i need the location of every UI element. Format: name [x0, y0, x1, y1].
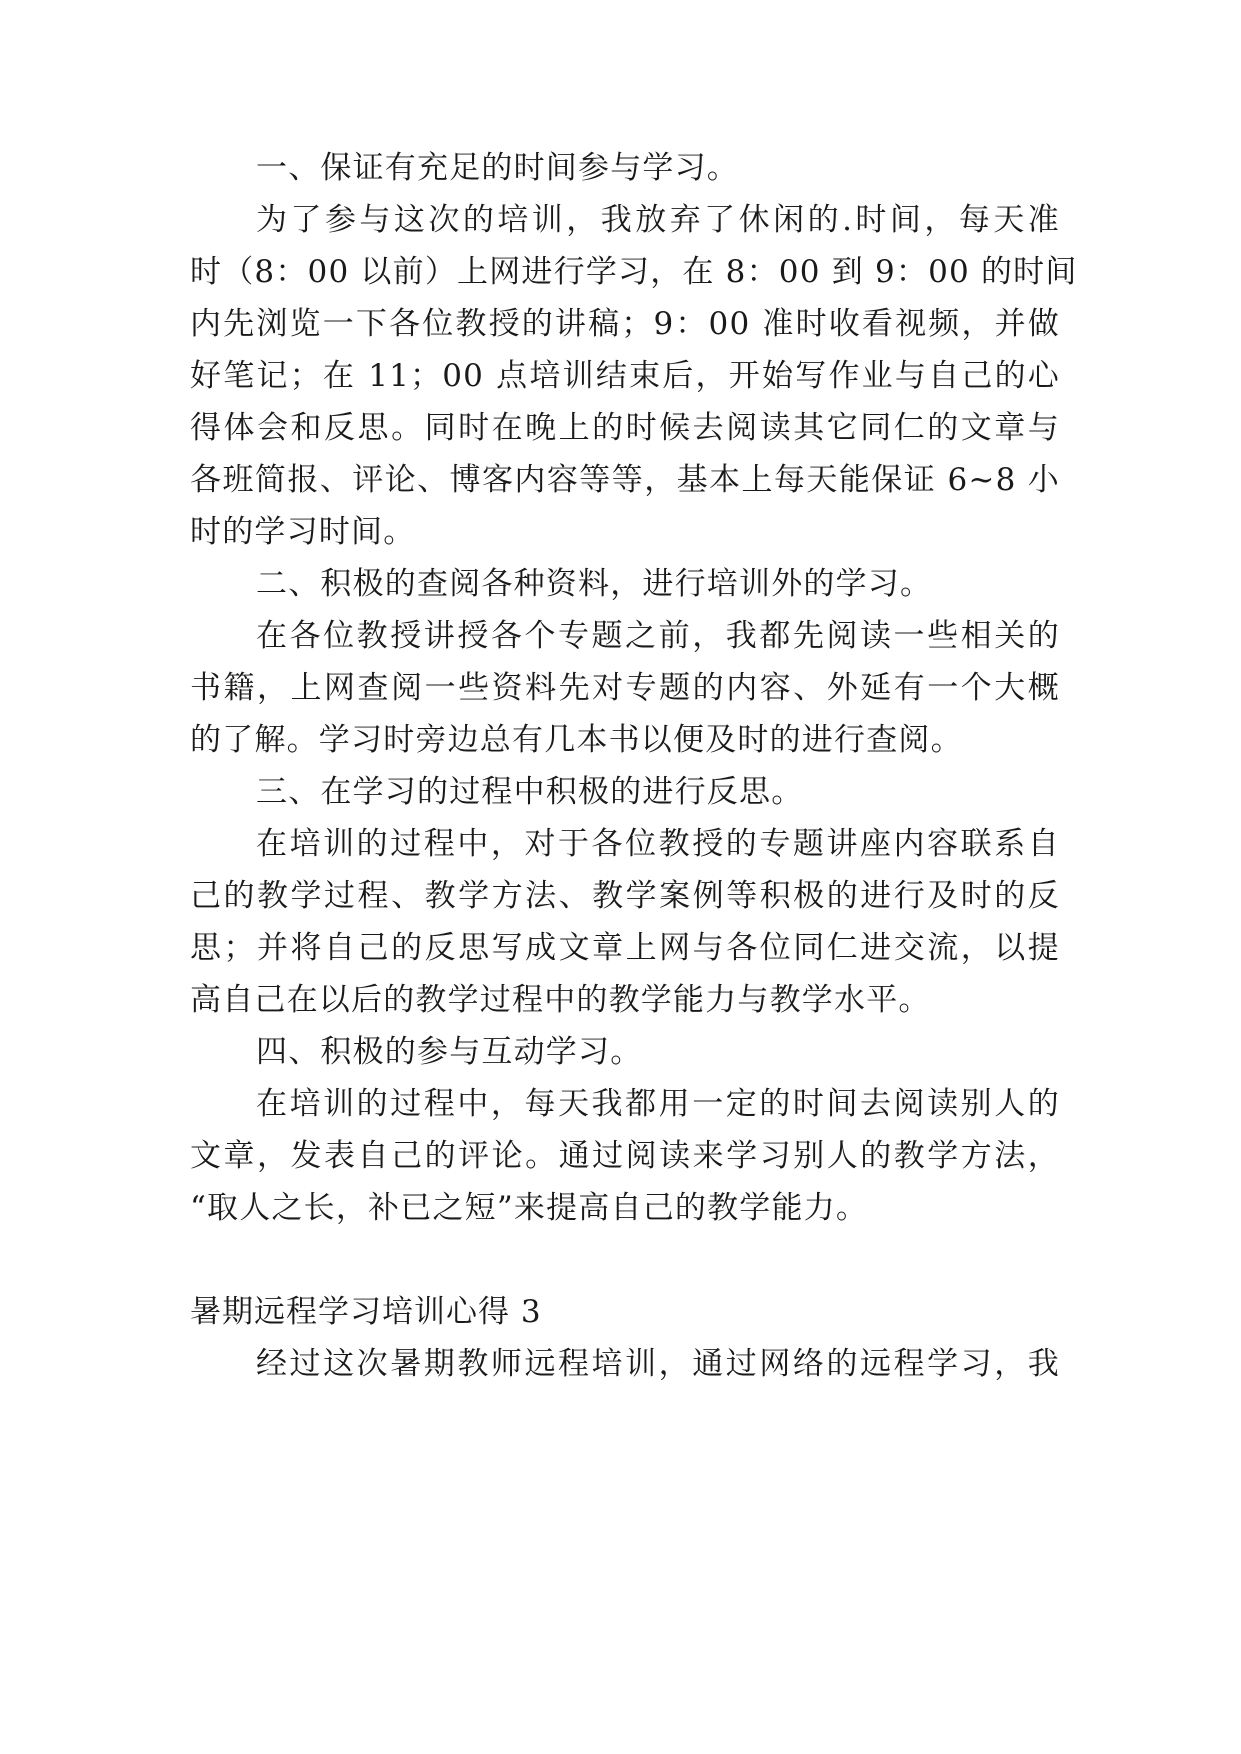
paragraph-line: 得体会和反思。同时在晚上的时候去阅读其它同仁的文章与: [190, 410, 1060, 446]
paragraph-line: 的了解。学习时旁边总有几本书以便及时的进行查阅。: [190, 722, 963, 758]
paragraph-line: “取人之长，补已之短”来提高自己的教学能力。: [190, 1190, 869, 1226]
paragraph-line: 文章，发表自己的评论。通过阅读来学习别人的教学方法，: [190, 1138, 1060, 1174]
section-heading-2: 二、积极的查阅各种资料，进行培训外的学习。: [256, 566, 933, 602]
paragraph-line: 思；并将自己的反思写成文章上网与各位同仁进交流，以提: [190, 930, 1060, 966]
paragraph-line: 在各位教授讲授各个专题之前，我都先阅读一些相关的: [256, 618, 1060, 654]
paragraph-line: 在培训的过程中，对于各位教授的专题讲座内容联系自: [256, 826, 1060, 862]
section-heading-1: 一、保证有充足的时间参与学习。: [256, 150, 739, 186]
paragraph-line: 为了参与这次的培训，我放弃了休闲的.时间，每天准: [256, 202, 1060, 238]
paragraph-line: 时的学习时间。: [190, 514, 416, 550]
paragraph-line: 好笔记；在 11；00 点培训结束后，开始写作业与自己的心: [190, 358, 1060, 394]
paragraph-line: 高自己在以后的教学过程中的教学能力与教学水平。: [190, 982, 931, 1018]
paragraph-line: 书籍，上网查阅一些资料先对专题的内容、外延有一个大概: [190, 670, 1060, 706]
paragraph-line: 在培训的过程中，每天我都用一定的时间去阅读别人的: [256, 1086, 1060, 1122]
paragraph-line: 时（8：00 以前）上网进行学习，在 8：00 到 9：00 的时间: [190, 254, 1078, 290]
section-heading-3: 三、在学习的过程中积极的进行反思。: [256, 774, 804, 810]
section-heading-4: 四、积极的参与互动学习。: [256, 1034, 643, 1070]
paragraph-line: 经过这次暑期教师远程培训，通过网络的远程学习，我: [256, 1346, 1060, 1382]
paragraph-line: 己的教学过程、教学方法、教学案例等积极的进行及时的反: [190, 878, 1060, 914]
paragraph-line: 各班简报、评论、博客内容等等，基本上每天能保证 6~8 小: [190, 462, 1060, 498]
paragraph-line: 内先浏览一下各位教授的讲稿；9：00 准时收看视频，并做: [190, 306, 1060, 342]
article-title: 暑期远程学习培训心得 3: [190, 1294, 542, 1330]
